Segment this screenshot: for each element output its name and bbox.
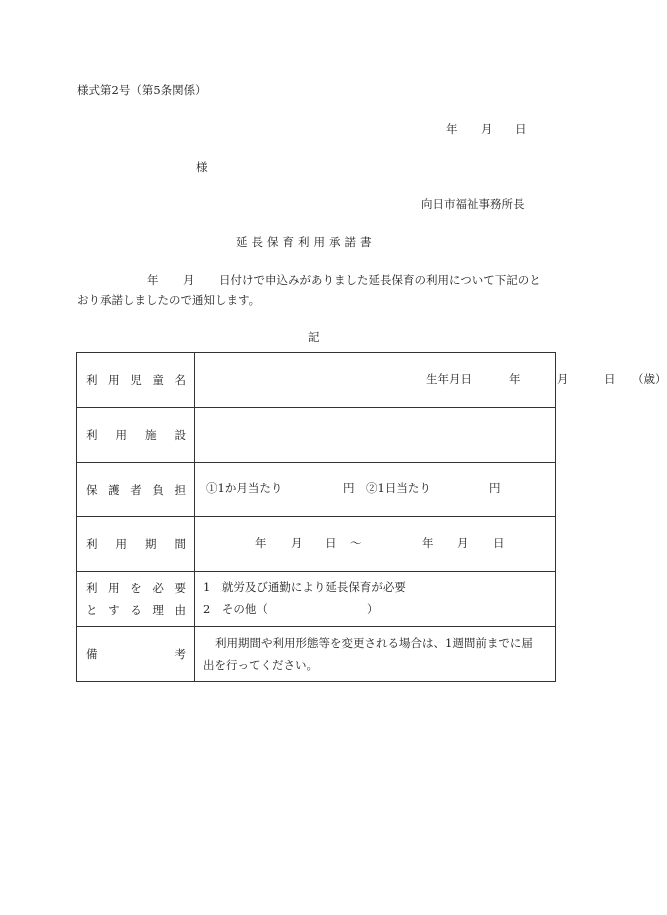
label-char: 児 <box>130 373 142 387</box>
reason-option1: 1 就労及び通勤により延長保育が必要 <box>203 580 406 594</box>
approval-table <box>76 352 667 682</box>
row-child-name <box>77 353 556 408</box>
fee-yen2: 円 <box>489 481 501 495</box>
age-field: （歳） <box>632 372 667 386</box>
recipient-suffix: 様 <box>196 160 208 174</box>
label-char: 由 <box>174 603 186 617</box>
row-reason <box>77 572 556 627</box>
label-char: 護 <box>108 482 120 497</box>
label-char: 負 <box>152 482 164 497</box>
label-char: 利 <box>86 373 98 387</box>
label-char: 用 <box>108 373 120 387</box>
period-day1: 日 <box>325 536 337 550</box>
label-char: 利 <box>86 428 98 442</box>
label-char: 必 <box>152 581 164 595</box>
remarks-line2: 出を行ってください。 <box>203 658 318 672</box>
label-char: 理 <box>152 603 164 617</box>
label-child-name-text <box>77 372 194 388</box>
label-guardian-fee <box>77 463 195 517</box>
row-remarks <box>77 627 556 682</box>
period-tilde: ～ <box>350 536 362 550</box>
label-child-name <box>77 353 195 408</box>
value-facility <box>195 408 556 463</box>
period-year1: 年 <box>255 536 267 550</box>
form-number: 様式第2号（第5条関係） <box>77 83 207 97</box>
fee-daily: ②1日当たり <box>366 481 431 495</box>
reason-option2-suffix: ） <box>367 602 379 616</box>
ki-heading: 記 <box>308 330 320 344</box>
period-day2: 日 <box>493 536 505 550</box>
remarks-line1: 利用期間や利用形態等を変更される場合は、1週間前までに届 <box>215 636 533 650</box>
label-period-text <box>77 536 194 552</box>
label-char: 施 <box>145 428 157 442</box>
row-period <box>77 517 556 572</box>
value-period <box>195 517 556 572</box>
label-char: と <box>86 603 98 617</box>
body-year: 年 <box>147 273 159 287</box>
body-month: 月 <box>183 273 195 287</box>
label-char: 用 <box>115 428 127 442</box>
fee-yen1: 円 <box>343 481 355 495</box>
label-remarks-text <box>77 646 194 662</box>
label-char: 利 <box>86 537 98 551</box>
label-char: 用 <box>108 581 120 595</box>
date-year: 年 <box>446 122 458 136</box>
date-day: 日 <box>515 122 527 136</box>
value-guardian-fee <box>195 463 556 517</box>
label-remarks <box>77 627 195 682</box>
label-char: 考 <box>174 647 186 661</box>
label-char: 用 <box>115 537 127 551</box>
label-char: 利 <box>86 581 98 595</box>
label-facility-text <box>77 427 194 443</box>
body-line2: おり承諾しましたので通知します。 <box>77 293 261 307</box>
label-guardian-fee-text <box>77 482 194 498</box>
birth-year: 年 <box>509 372 521 386</box>
label-char: 名 <box>174 373 186 387</box>
label-char: 要 <box>174 581 186 595</box>
label-facility <box>77 408 195 463</box>
birth-label: 生年月日 <box>426 372 472 386</box>
label-char: 童 <box>152 373 164 387</box>
date-month: 月 <box>481 122 493 136</box>
label-char: 期 <box>145 537 157 551</box>
label-char: 備 <box>86 647 98 661</box>
row-facility <box>77 408 556 463</box>
label-char: る <box>130 603 142 617</box>
label-char: 担 <box>174 482 186 497</box>
label-reason <box>77 572 195 627</box>
label-char: 者 <box>130 482 142 497</box>
issuer: 向日市福祉事務所長 <box>421 197 525 211</box>
label-char: す <box>108 603 120 617</box>
fee-monthly: ①1か月当たり <box>206 481 283 495</box>
value-reason <box>195 572 556 627</box>
label-char: 保 <box>86 482 98 497</box>
value-child-name <box>195 353 667 408</box>
label-reason-line1 <box>77 577 194 599</box>
label-char: 間 <box>174 537 186 551</box>
label-reason-line2 <box>77 599 194 621</box>
label-period <box>77 517 195 572</box>
document-title: 延長保育利用承諾書 <box>236 235 376 249</box>
value-remarks <box>195 627 556 682</box>
row-guardian-fee <box>77 463 556 517</box>
label-char: を <box>130 581 142 595</box>
birth-month: 月 <box>557 372 569 386</box>
period-month1: 月 <box>291 536 303 550</box>
body-line1: 日付けで申込みがありました延長保育の利用について下記のと <box>219 273 541 287</box>
label-char: 設 <box>174 428 186 442</box>
period-year2: 年 <box>422 536 434 550</box>
reason-option2-prefix: 2 その他（ <box>203 602 268 616</box>
period-month2: 月 <box>457 536 469 550</box>
birth-day: 日 <box>604 372 616 386</box>
